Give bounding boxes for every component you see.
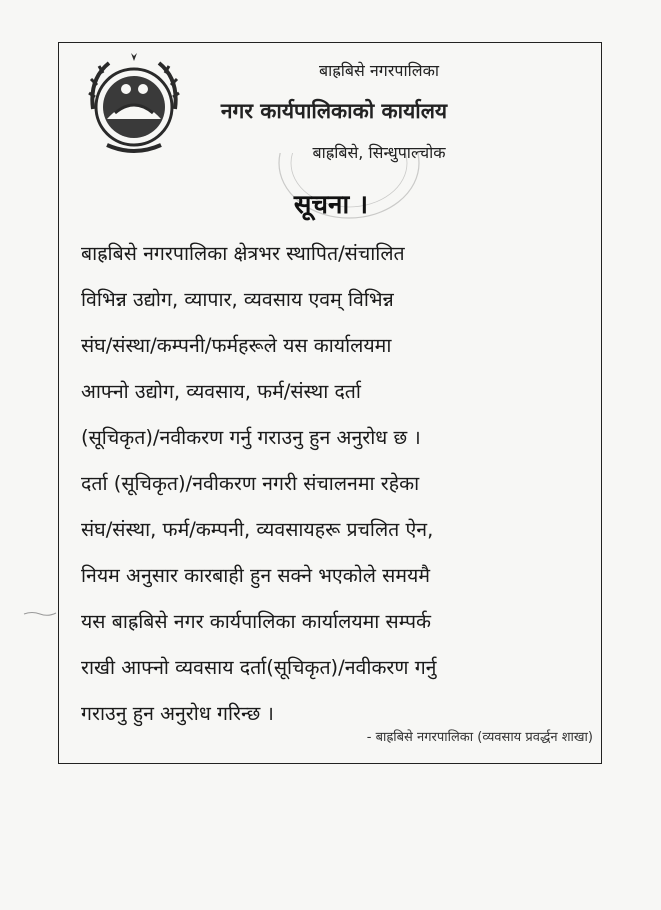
notice-line: आफ्नो उद्योग, व्यवसाय, फर्म/संस्था दर्ता [81,380,361,403]
office-address: बाह्रबिसे, सिन्धुपाल्चोक [312,143,446,162]
notice-line: विभिन्न उद्योग, व्यापार, व्यवसाय एवम् विभिन्न [81,288,394,311]
notice-line: दर्ता (सूचिकृत)/नवीकरण नगरी संचालनमा रहेका [81,472,420,495]
notice-line: संघ/संस्था/कम्पनी/फर्महरूले यस कार्यालयमा [81,334,392,357]
notice-line: (सूचिकृत)/नवीकरण गर्नु गराउनु हुन अनुरोध छ । [81,426,421,449]
notice-line: नियम अनुसार कारबाही हुन सक्ने भएकोले समयमै [81,564,430,587]
notice-line: संघ/संस्था, फर्म/कम्पनी, व्यवसायहरू प्रचलित ऐन, [81,518,434,541]
office-title: नगर कार्यपालिकाको कार्यालय [220,99,448,123]
notice-line: राखी आफ्नो व्यवसाय दर्ता(सूचिकृत)/नवीकरण गर्नु [81,656,437,679]
notice-box [58,42,602,764]
scan-smudge-mark [22,607,58,619]
notice-line: यस बाह्रबिसे नगर कार्यपालिका कार्यालयमा सम्पर्क [81,610,432,633]
municipality-name: बाह्रबिसे नगरपालिका [318,61,440,80]
signature-line: - बाह्रबिसे नगरपालिका (व्यवसाय प्रवर्द्धन शाखा) [366,730,593,745]
notice-body [81,231,596,737]
notice-heading: सूचना । [293,190,369,220]
notice-line: गराउनु हुन अनुरोध गरिन्छ । [81,702,274,725]
notice-line: बाह्रबिसे नगरपालिका क्षेत्रभर स्थापित/संचालित [81,242,405,265]
